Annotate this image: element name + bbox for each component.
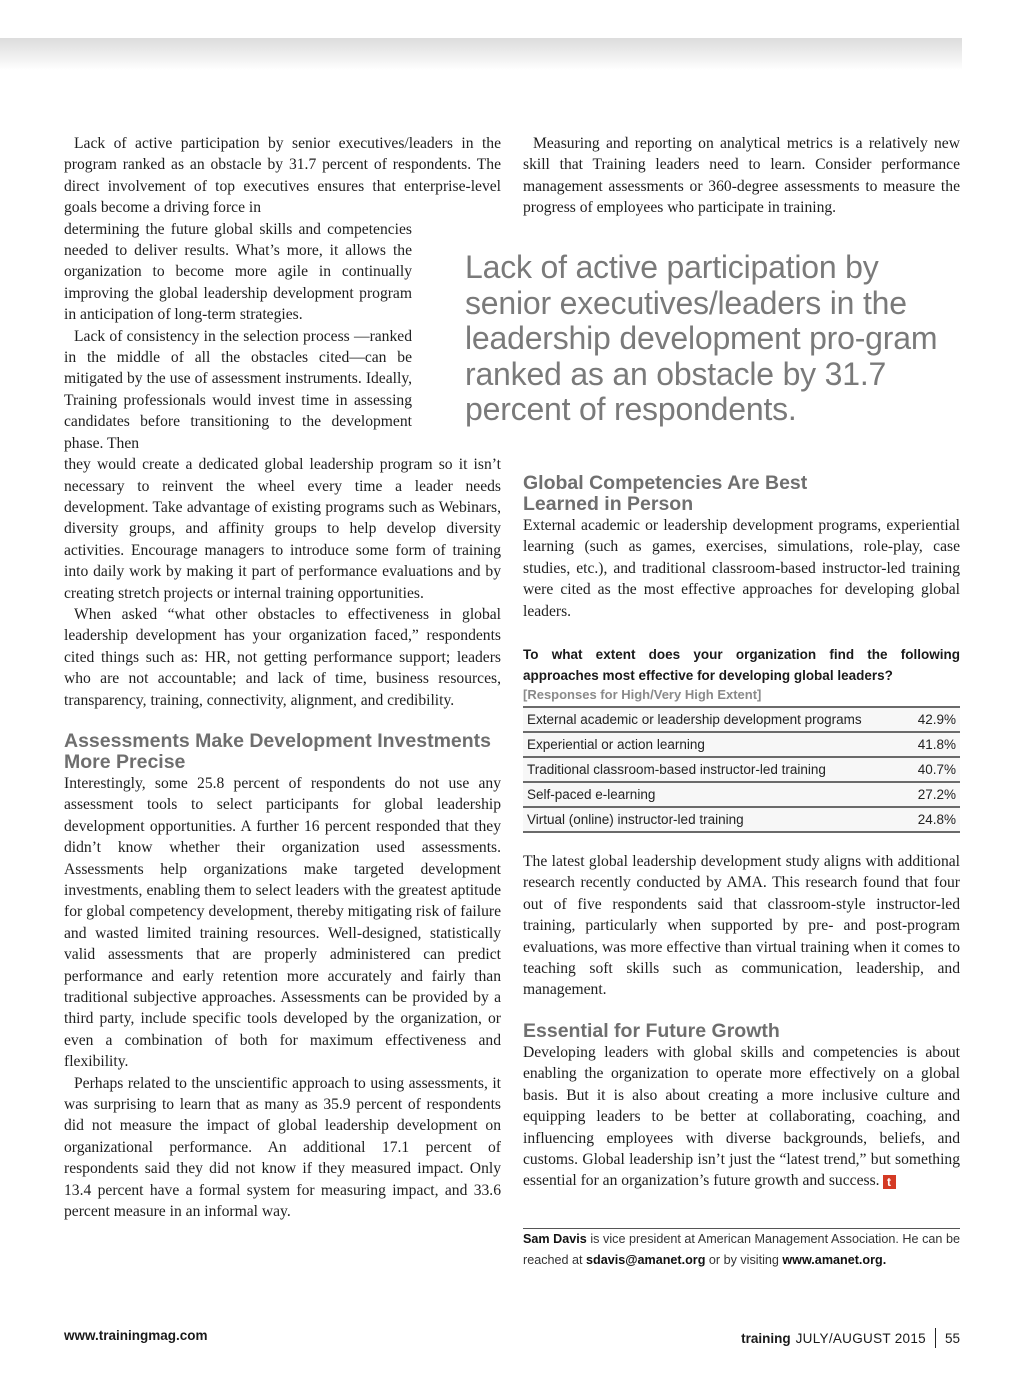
bio-text: is vice president at American Management Association. He can be reached at [523, 1231, 960, 1267]
bio-text: or by visiting [705, 1252, 783, 1267]
paragraph-text: Developing leaders with global skills and competencies is about enabling the organization to operate more effectively on a global basis. But it is also about creating a more inclusive culture and equipping leaders to be better at collaborating, coaching, and influencing employees with diverse backgrounds, beliefs, and customs. Global leadership isn’t just the “latest trend,” but something essential for an organization’s future growth and success. [523, 1043, 960, 1190]
row-value: 40.7% [892, 757, 960, 782]
pull-quote: Lack of active participation by senior executives/leaders in the leadership development pro-gram ranked as an obstacle by 31.7 percent of respondents. [465, 249, 938, 427]
row-value: 27.2% [892, 782, 960, 807]
survey-subtitle: [Responses for High/Very High Extent] [523, 687, 762, 703]
paragraph: Measuring and reporting on analytical metrics is a relatively new skill that Training leaders need to learn. Consider performance management assessments or 360-degree assessments to measure the progress of employees who participate in training. [523, 135, 960, 217]
row-label: Self-paced e-learning [523, 782, 892, 807]
footer-issue-info [741, 1328, 960, 1348]
survey-box [523, 644, 960, 833]
footer-url-link[interactable]: www.trainingmag.com [64, 1328, 208, 1343]
author-website-link[interactable]: www.amanet.org. [782, 1252, 887, 1267]
right-column [523, 133, 960, 219]
table-row [523, 707, 960, 732]
paragraph: External academic or leadership development programs, experiential learning (such as games, exercises, simulations, role-play, case studies, etc.), and traditional classroom-based instructor-led training were cited as the most effective approaches for developing global leaders. [523, 517, 960, 620]
footer-divider [935, 1328, 936, 1348]
paragraph: Perhaps related to the unscientific approach to using assessments, it was surprising to learn that as many as 35.9 percent of respondents did not measure the impact of global leadership development on organizational performance. An additional 17.1 percent of respondents said they did not know if they measured impact. Only 13.4 percent have a formal system for measuring impact, and 33.6 percent measure in an informal way. [64, 1074, 501, 1221]
paragraph: Lack of consistency in the selection process —ranked in the middle of all the obstacles cited—can be mitigated by the use of assessment instruments. Ideally, Training professionals would invest time in assessing candidates before transitioning to the development phase. Then [64, 327, 412, 452]
author-email-link[interactable]: sdavis@amanet.org [586, 1252, 706, 1267]
top-shadow-band [0, 38, 962, 70]
row-label: Traditional classroom-based instructor-led training [523, 757, 892, 782]
paragraph: they would create a dedicated global leadership program so it isn’t necessary to reinvent the wheel every time a leader needs development. Take advantage of existing programs such as Webinars, diversity groups, and affinity groups to help develop diversity activities. Encourage managers to introduce some form of training into daily work by making it part of performance evaluations and by creating stretch projects or internal training opportunities. [64, 456, 501, 602]
table-row [523, 732, 960, 757]
table-row [523, 757, 960, 782]
paragraph: The latest global leadership development study aligns with additional research recently conducted by AMA. This research found that four out of five respondents said that classroom-style instructor-led training, particularly when supported by pre- and post-program evaluations, was more effective than virtual training when it comes to teaching soft skills such as communication, leadership, and management. [523, 853, 960, 999]
section-heading-assessments: Assessments Make Development Investments More Precise [64, 729, 492, 773]
row-label: Virtual (online) instructor-led training [523, 807, 892, 832]
magazine-name: training [741, 1330, 791, 1346]
end-of-article-icon: t [883, 1175, 896, 1189]
table-row [523, 782, 960, 807]
section-heading-global-competencies: Global Competencies Are Best Learned in Person [523, 472, 808, 515]
paragraph: determining the future global skills and competencies needed to deliver results. What’s more, it allows the organization to become more agile in continually improving the global leadership development program in anticipation of long-term strategies. [64, 220, 412, 324]
row-value: 41.8% [892, 732, 960, 757]
author-bio [523, 1229, 960, 1271]
table-row [523, 807, 960, 832]
author-name: Sam Davis [523, 1231, 587, 1246]
survey-question: To what extent does your organization find the following approaches most effective for developing global leaders? [523, 647, 960, 684]
survey-table [523, 706, 960, 833]
page-number: 55 [944, 1330, 960, 1346]
paragraph [523, 1042, 960, 1192]
row-label: Experiential or action learning [523, 732, 892, 757]
row-value: 24.8% [892, 807, 960, 832]
paragraph: Lack of active participation by senior executives/leaders in the program ranked as an obstacle by 31.7 percent of respondents. The direct involvement of top executives ensures that enterprise-level goals become a driving force in [64, 135, 501, 217]
paragraph: When asked “what other obstacles to effectiveness in global leadership development has your organization faced,” respondents cited things such as: HR, not getting performance support; leaders who are not accountable; and lack of time, business resources, transparency, training, connectivity, alignment, and credibility. [64, 605, 501, 709]
row-value: 42.9% [892, 707, 960, 732]
paragraph: Interestingly, some 25.8 percent of respondents do not use any assessment tools to select participants for global leadership development opportunities. A further 16 percent responded that they didn’t know whether their organization used assessments. Assessments help organizations make targeted development investments, enabling them to select leaders with the greatest aptitude for global competency development, thereby mitigating risk of failure and wasted limited training resources. Well-designed, statistically valid assessments that are properly administered can predict performance and early retention more accurately and fairly than traditional subjective approaches. Assessments can be provided by a third party, include specific tools developed by the organization, or even a combination of both for maximum effectiveness and flexibility. [64, 774, 501, 1071]
left-column [64, 133, 501, 1223]
wrapped-text-around-pullquote [64, 219, 412, 454]
section-heading-essential: Essential for Future Growth [523, 1019, 780, 1042]
issue-date: JULY/AUGUST 2015 [795, 1330, 926, 1346]
right-column-lower [523, 473, 960, 1271]
row-label: External academic or leadership development programs [523, 707, 892, 732]
